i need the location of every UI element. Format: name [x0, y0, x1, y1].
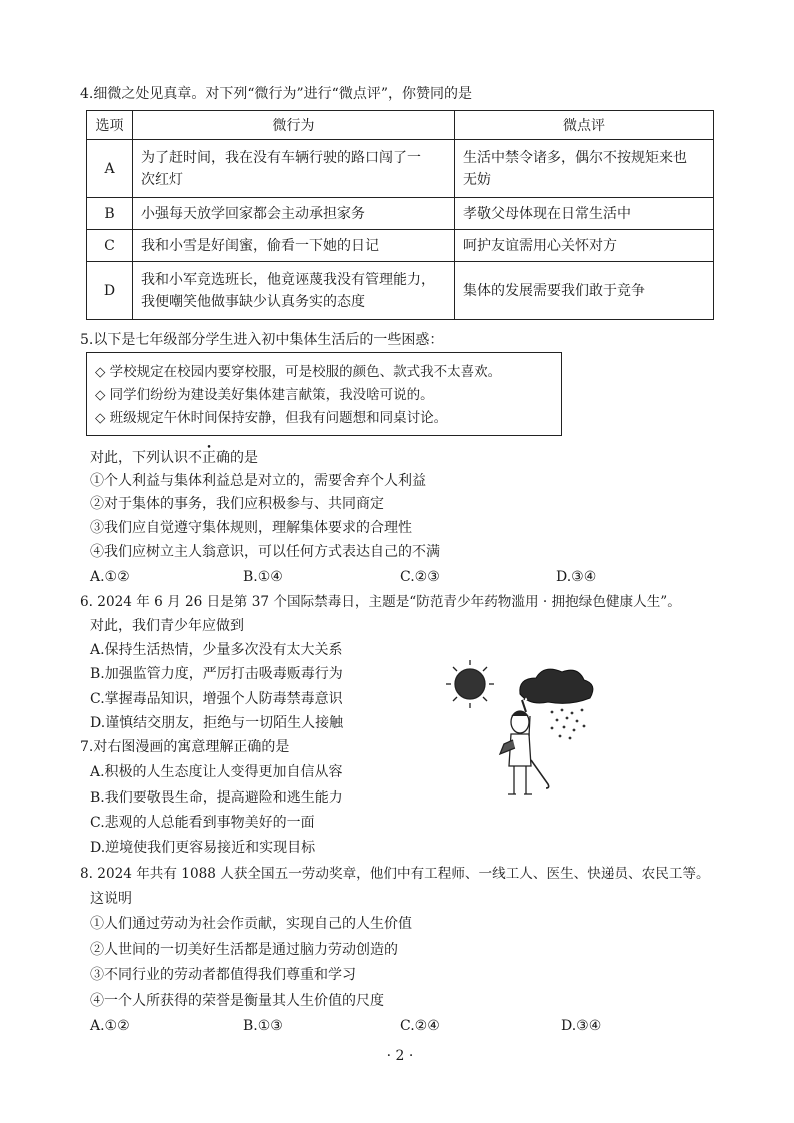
row-behavior: 为了赶时间，我在没有车辆行驶的路口闯了一 次红灯	[133, 140, 455, 198]
q5-prompt: 对此，下列认识不正确的是	[90, 450, 258, 466]
row-option: A	[87, 140, 133, 198]
q8-choice-c: C.②④	[400, 1018, 440, 1034]
row-behavior: 我和小军竞选班长，他竟诬蔑我没有管理能力， 我便嘲笑他做事缺少认真务实的态度	[133, 262, 455, 320]
q5-choice-a: A.①②	[90, 569, 130, 585]
q6-choice: C.掌握毒品知识，增强个人防毒禁毒意识	[90, 691, 343, 707]
table-row	[87, 198, 714, 230]
q4-table	[86, 110, 714, 320]
row-comment: 集体的发展需要我们敢于竞争	[455, 262, 714, 320]
confusion-item: ◇ 学校规定在校园内要穿校服，可是校服的颜色、款式我不太喜欢。	[95, 364, 502, 380]
table-row	[87, 262, 714, 320]
row-option: D	[87, 262, 133, 320]
row-option: C	[87, 230, 133, 262]
q8-item: ③不同行业的劳动者都值得我们尊重和学习	[90, 967, 356, 983]
header-behavior: 微行为	[133, 111, 455, 140]
row-comment: 生活中禁令诸多，偶尔不按规矩来也 无妨	[455, 140, 714, 198]
q7-choice: D.逆境使我们更容易接近和实现目标	[90, 840, 316, 856]
q5-item: ①个人利益与集体利益总是对立的，需要舍弃个人利益	[90, 473, 426, 489]
table-row	[87, 140, 714, 198]
emphasis-text: 不正确	[188, 450, 230, 466]
q8-item: ④一个人所获得的荣誉是衡量其人生价值的尺度	[90, 993, 384, 1009]
table-header-row	[87, 111, 714, 140]
q8-item: ②人世间的一切美好生活都是通过脑力劳动创造的	[90, 942, 398, 958]
person-figure	[500, 697, 549, 794]
row-option: B	[87, 198, 133, 230]
q7-choice: A.积极的人生态度让人变得更加自信从容	[90, 764, 343, 780]
row-comment: 孝敬父母体现在日常生活中	[455, 198, 714, 230]
q5-choice-d: D.③④	[556, 569, 597, 585]
q8-item: ①人们通过劳动为社会作贡献，实现自己的人生价值	[90, 916, 412, 932]
q5-choice-c: C.②③	[400, 569, 440, 585]
q6-choice: D.谨慎结交朋友，拒绝与一切陌生人接触	[90, 715, 344, 731]
q8-choice-d: D.③④	[561, 1018, 602, 1034]
q6-stem: 6. 2024 年 6 月 26 日是第 37 个国际禁毒日，主题是“防范青少年药物滥用 · 拥抱绿色健康人生”。	[80, 594, 681, 610]
page-number: · 2 ·	[386, 1048, 414, 1064]
cloud-icon	[520, 669, 593, 703]
sun-icon	[446, 660, 494, 708]
q6-choice: A.保持生活热情，少量多次没有太大关系	[90, 642, 343, 658]
q4-stem: 4.细微之处见真章。对下列“微行为”进行“微点评”，你赞同的是	[80, 86, 472, 102]
cartoon-illustration	[440, 656, 610, 806]
row-behavior: 小强每天放学回家都会主动承担家务	[133, 198, 455, 230]
q8-choice-b: B.①③	[243, 1018, 283, 1034]
rain-drops	[551, 709, 586, 740]
row-comment: 呵护友谊需用心关怀对方	[455, 230, 714, 262]
header-comment: 微点评	[455, 111, 714, 140]
q5-stem: 5.以下是七年级部分学生进入初中集体生活后的一些困惑：	[80, 332, 444, 348]
q6-choice: B.加强监管力度，严厉打击吸毒贩毒行为	[90, 666, 343, 682]
q8-stem: 8. 2024 年共有 1088 人获全国五一劳动奖章，他们中有工程师、一线工人、医生、快递员、农民工等。	[80, 866, 710, 882]
q5-choice-b: B.①④	[243, 569, 283, 585]
q7-stem: 7.对右图漫画的寓意理解正确的是	[80, 739, 290, 755]
q5-item: ②对于集体的事务，我们应积极参与、共同商定	[90, 496, 384, 512]
q7-choice: B.我们要敬畏生命，提高避险和逃生能力	[90, 790, 343, 806]
table-row	[87, 230, 714, 262]
confusion-item: ◇ 班级规定午休时间保持安静，但我有问题想和同桌讨论。	[95, 410, 448, 426]
row-behavior: 我和小雪是好闺蜜，偷看一下她的日记	[133, 230, 455, 262]
q5-item: ④我们应树立主人翁意识，可以任何方式表达自己的不满	[90, 544, 440, 560]
header-option: 选项	[87, 111, 133, 140]
q8-choice-a: A.①②	[90, 1018, 130, 1034]
q5-item: ③我们应自觉遵守集体规则，理解集体要求的合理性	[90, 520, 412, 536]
q7-choice: C.悲观的人总能看到事物美好的一面	[90, 815, 315, 831]
confusion-item: ◇ 同学们纷纷为建设美好集体建言献策，我没啥可说的。	[95, 387, 434, 403]
q6-stem-cont: 对此，我们青少年应做到	[90, 618, 244, 634]
q8-stem-cont: 这说明	[90, 891, 132, 907]
q5-confusion-box	[86, 352, 562, 436]
